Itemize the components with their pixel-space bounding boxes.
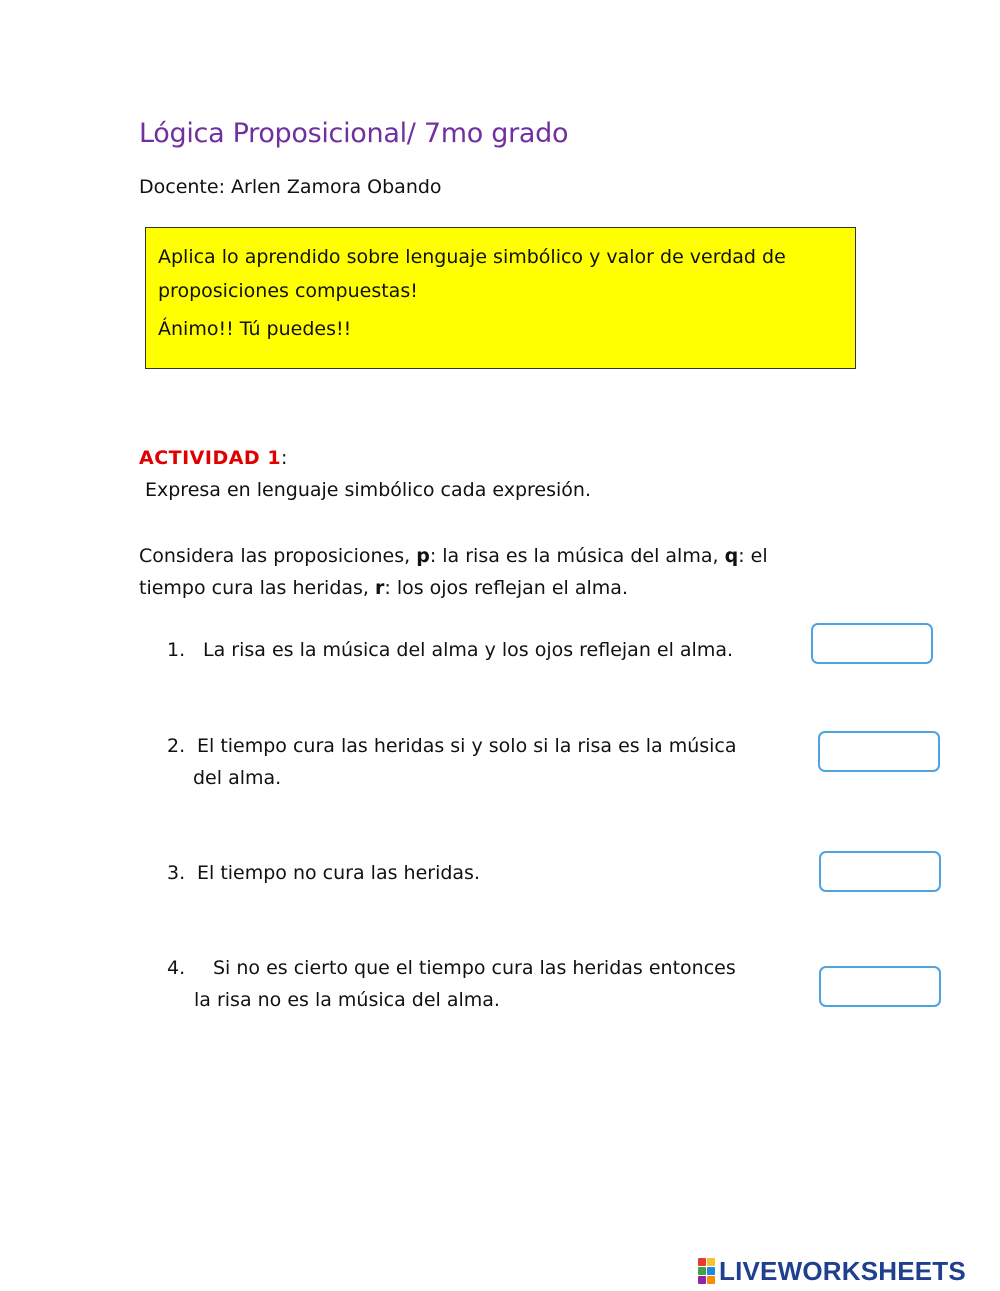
- question-2-number: 2.: [167, 735, 186, 757]
- activity-heading: [139, 447, 288, 469]
- encouragement-text: Ánimo!! Tú puedes!!: [158, 318, 352, 340]
- question-4-number: 4.: [167, 957, 186, 979]
- intro-box: [145, 227, 856, 369]
- propositions-paragraph: [139, 540, 839, 604]
- var-q: q: [724, 545, 739, 567]
- activity-colon: :: [281, 447, 288, 469]
- question-2-text: El tiempo cura las heridas si y solo si la risa es la música: [197, 735, 737, 757]
- intro-text: Aplica lo aprendido sobre lenguaje simbólico y valor de verdad de proposiciones compuestas!: [158, 246, 786, 302]
- answer-input-3[interactable]: [819, 851, 941, 892]
- question-1-text: La risa es la música del alma y los ojos reflejan el alma.: [203, 639, 734, 661]
- p-definition: : la risa es la música del alma,: [429, 545, 725, 567]
- liveworksheets-logo: [698, 1256, 966, 1286]
- logo-tile: [698, 1267, 706, 1275]
- question-4-text-cont: la risa no es la música del alma.: [194, 989, 500, 1011]
- consider-prefix: Considera las proposiciones,: [139, 545, 417, 567]
- question-1-number: 1.: [167, 639, 186, 661]
- logo-tile: [698, 1276, 706, 1284]
- logo-text: LIVEWORKSHEETS: [719, 1255, 966, 1286]
- var-p: p: [416, 545, 430, 567]
- r-definition: : los ojos reflejan el alma.: [384, 577, 628, 599]
- activity-instruction: Expresa en lenguaje simbólico cada expresión.: [145, 479, 592, 501]
- var-r: r: [375, 577, 385, 599]
- page-title: Lógica Proposicional/ 7mo grado: [139, 118, 569, 149]
- question-4-text: Si no es cierto que el tiempo cura las heridas entonces: [213, 957, 736, 979]
- logo-tile: [707, 1258, 715, 1266]
- logo-icon: [698, 1258, 715, 1284]
- question-2-text-cont: del alma.: [193, 767, 282, 789]
- question-3-number: 3.: [167, 862, 186, 884]
- logo-tile: [707, 1276, 715, 1284]
- answer-input-4[interactable]: [819, 966, 941, 1007]
- question-3-text: El tiempo no cura las heridas.: [197, 862, 480, 884]
- teacher-name: Docente: Arlen Zamora Obando: [139, 176, 442, 198]
- activity-label: ACTIVIDAD 1: [139, 447, 282, 469]
- answer-input-1[interactable]: [811, 623, 933, 664]
- q-definition: : el tiempo cura las heridas,: [139, 545, 768, 599]
- logo-tile: [707, 1267, 715, 1275]
- answer-input-2[interactable]: [818, 731, 940, 772]
- logo-tile: [698, 1258, 706, 1266]
